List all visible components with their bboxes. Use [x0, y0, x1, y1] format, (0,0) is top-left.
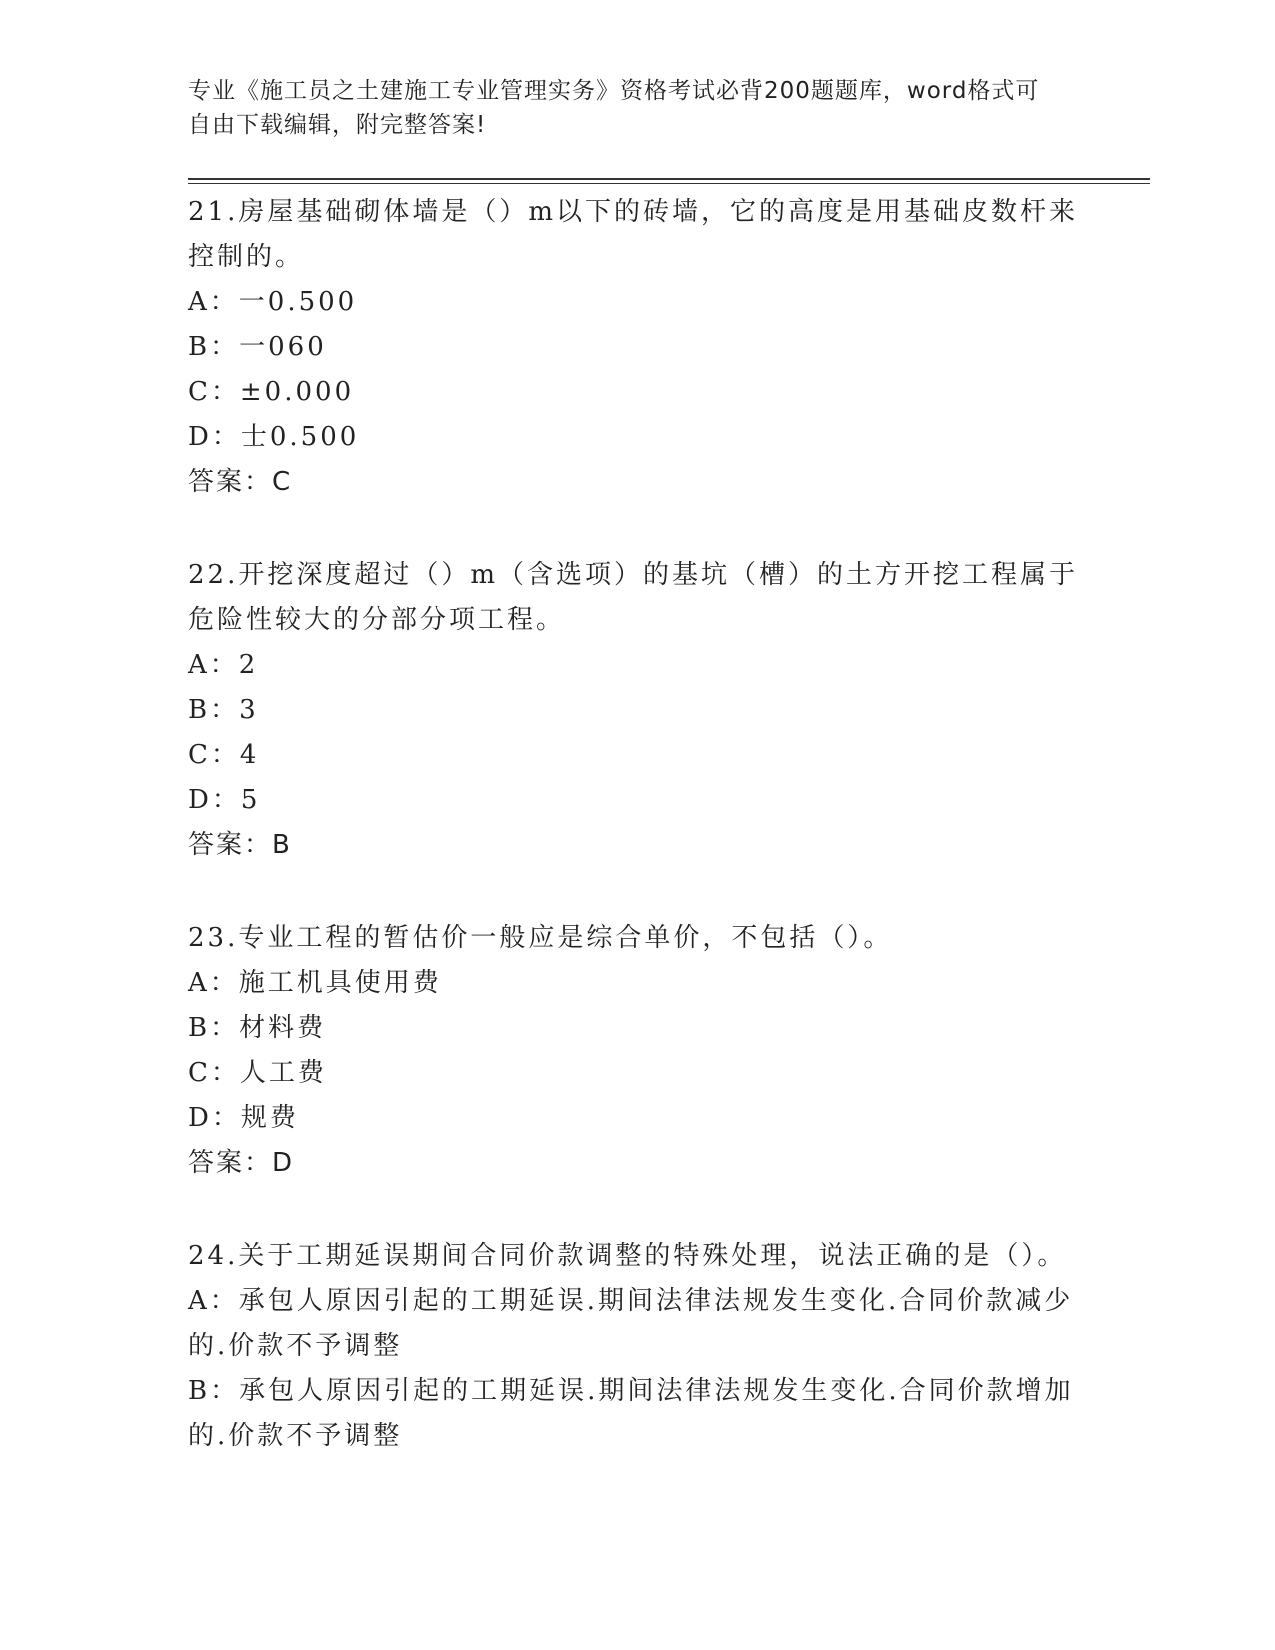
- option-a-continued: 的.价款不予调整: [188, 1331, 403, 1361]
- question-text: 24.关于工期延误期间合同价款调整的特殊处理，说法正确的是（）。: [188, 1241, 1067, 1271]
- question-24: [188, 1234, 1088, 1459]
- option-c: C：人工费: [188, 1058, 327, 1088]
- answer: 答案：B: [188, 830, 292, 860]
- header-line-1: 专业《施工员之土建施工专业管理实务》资格考试必背200题题库，word格式可: [188, 78, 1040, 104]
- question-list: [188, 190, 1088, 1507]
- option-a: A：承包人原因引起的工期延误.期间法律法规发生变化.合同价款减少: [188, 1286, 1074, 1316]
- question-23: [188, 916, 1088, 1186]
- header-divider-thick: [188, 178, 1150, 180]
- option-a: A：施工机具使用费: [188, 968, 442, 998]
- header-line-2: 自由下载编辑，附完整答案!: [188, 112, 487, 138]
- question-21: [188, 190, 1088, 505]
- option-b: B：材料费: [188, 1013, 327, 1043]
- option-d: D：规费: [188, 1103, 299, 1133]
- question-text: 21.房屋基础砌体墙是（）m以下的砖墙，它的高度是用基础皮数杆来: [188, 197, 1079, 227]
- header-divider-thin: [188, 183, 1150, 184]
- option-c: C：±0.000: [188, 377, 355, 407]
- option-b: B：承包人原因引起的工期延误.期间法律法规发生变化.合同价款增加: [188, 1376, 1074, 1406]
- option-c: C：4: [188, 740, 260, 770]
- option-b: B：一060: [188, 332, 327, 362]
- option-d: D：士0.500: [188, 422, 360, 452]
- question-text-continued: 控制的。: [188, 242, 305, 272]
- question-text-continued: 危险性较大的分部分项工程。: [188, 605, 566, 635]
- option-b-continued: 的.价款不予调整: [188, 1421, 403, 1451]
- question-text: 23.专业工程的暂估价一般应是综合单价，不包括（）。: [188, 923, 893, 953]
- answer: 答案：D: [188, 1148, 295, 1178]
- answer: 答案：C: [188, 467, 293, 497]
- option-a: A：一0.500: [188, 287, 358, 317]
- question-22: [188, 553, 1088, 868]
- option-d: D：5: [188, 785, 261, 815]
- option-b: B：3: [188, 695, 259, 725]
- question-text: 22.开挖深度超过（）m（含选项）的基坑（槽）的土方开挖工程属于: [188, 560, 1079, 590]
- document-header: [188, 74, 1068, 142]
- option-a: A：2: [188, 650, 259, 680]
